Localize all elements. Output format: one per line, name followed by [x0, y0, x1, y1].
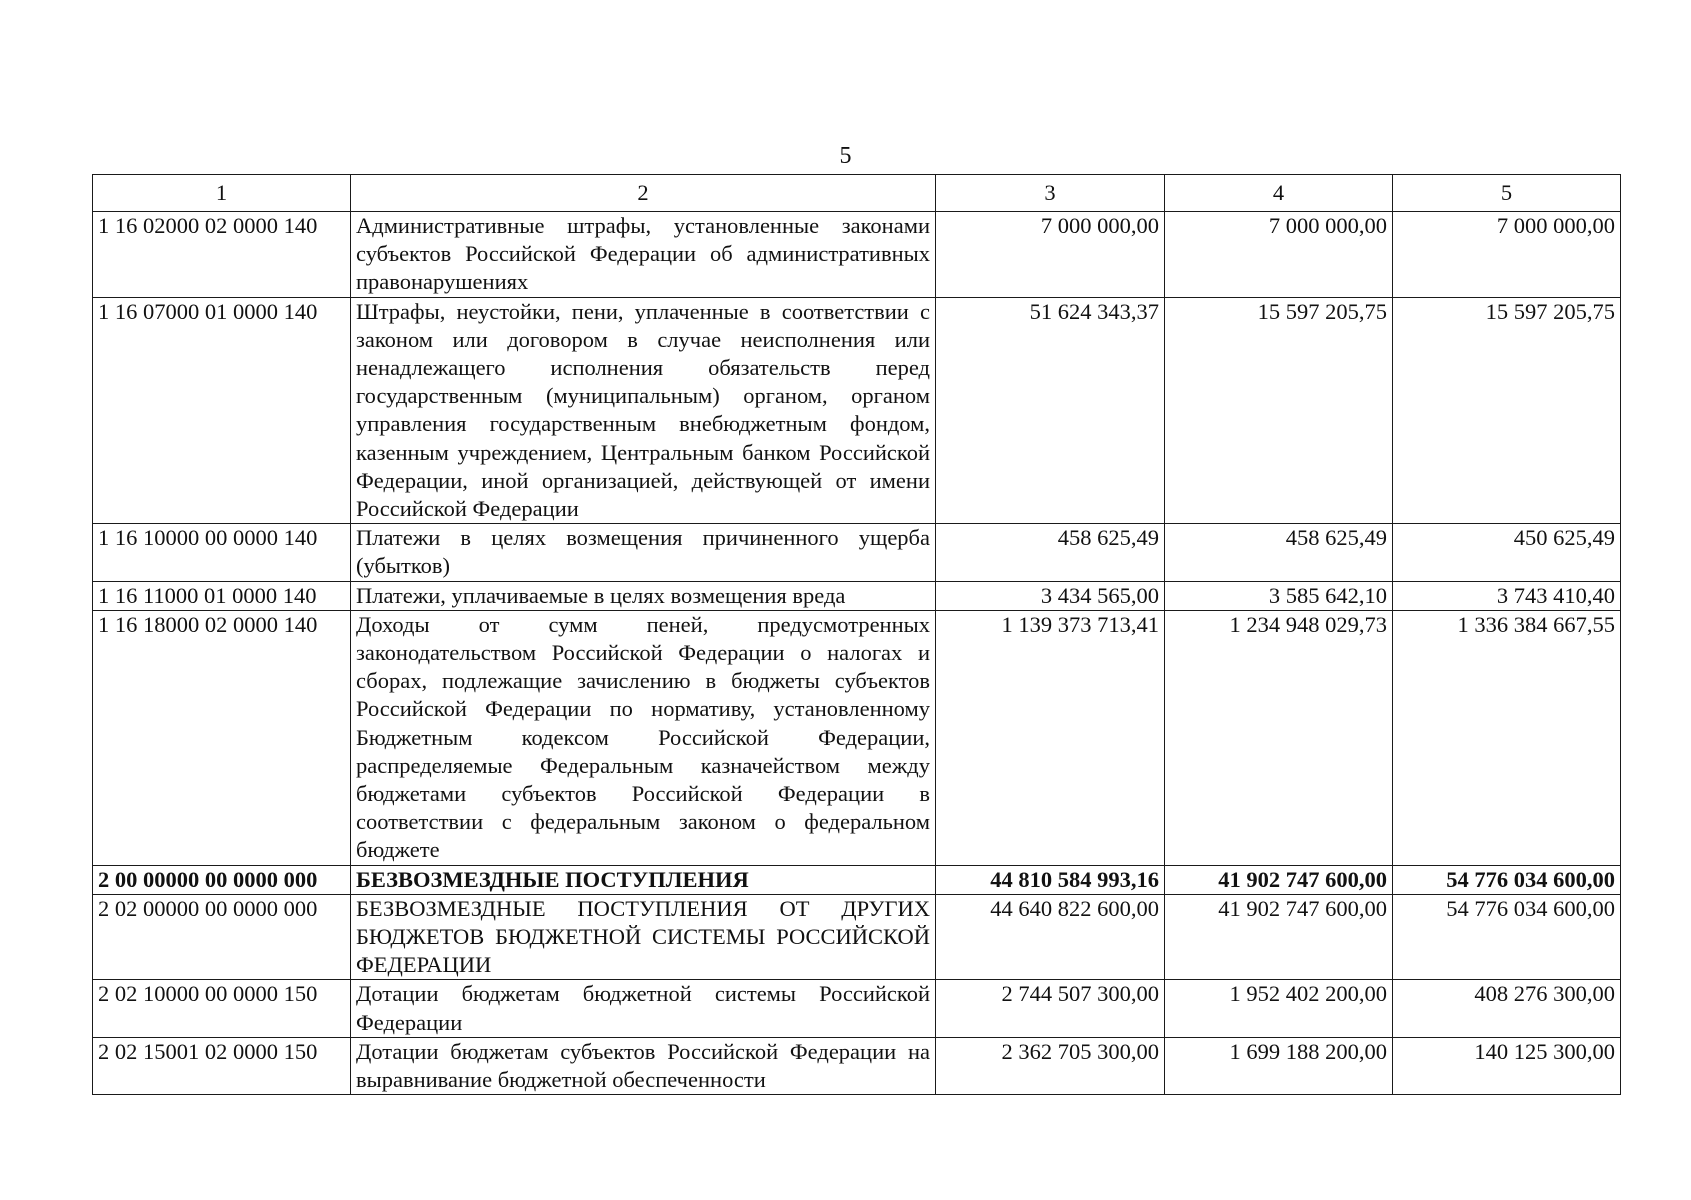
amount-col4-cell: 458 625,49 [1165, 524, 1393, 581]
column-header-5: 5 [1393, 175, 1621, 212]
table-row [93, 610, 1621, 865]
amount-col3-cell: 2 744 507 300,00 [936, 980, 1165, 1037]
amount-col3-cell: 7 000 000,00 [936, 212, 1165, 298]
amount-col5-cell: 54 776 034 600,00 [1393, 894, 1621, 980]
budget-code-cell: 1 16 10000 00 0000 140 [93, 524, 351, 581]
table-row [93, 894, 1621, 980]
table-row [93, 212, 1621, 298]
revenue-name-cell: Платежи, уплачиваемые в целях возмещения вреда [351, 581, 936, 610]
page-number: 5 [839, 143, 852, 169]
table-row [93, 581, 1621, 610]
amount-col4-cell: 1 699 188 200,00 [1165, 1037, 1393, 1094]
budget-code-cell: 2 02 15001 02 0000 150 [93, 1037, 351, 1094]
amount-col3-cell: 3 434 565,00 [936, 581, 1165, 610]
column-header-2: 2 [351, 175, 936, 212]
amount-col3-cell: 2 362 705 300,00 [936, 1037, 1165, 1094]
amount-col5-cell: 7 000 000,00 [1393, 212, 1621, 298]
amount-col3-cell: 44 810 584 993,16 [936, 865, 1165, 894]
budget-code-cell: 1 16 11000 01 0000 140 [93, 581, 351, 610]
budget-revenue-table [92, 174, 1621, 1095]
budget-code-cell: 2 00 00000 00 0000 000 [93, 865, 351, 894]
revenue-name-cell: Дотации бюджетам бюджетной системы Российской Федерации [351, 980, 936, 1037]
amount-col5-cell: 450 625,49 [1393, 524, 1621, 581]
amount-col5-cell: 408 276 300,00 [1393, 980, 1621, 1037]
revenue-name-cell: Дотации бюджетам субъектов Российской Федерации на выравнивание бюджетной обеспеченности [351, 1037, 936, 1094]
amount-col5-cell: 1 336 384 667,55 [1393, 610, 1621, 865]
amount-col5-cell: 3 743 410,40 [1393, 581, 1621, 610]
revenue-name-cell: БЕЗВОЗМЕЗДНЫЕ ПОСТУПЛЕНИЯ ОТ ДРУГИХ БЮДЖЕТОВ БЮДЖЕТНОЙ СИСТЕМЫ РОССИЙСКОЙ ФЕДЕРАЦИИ [351, 894, 936, 980]
revenue-name-cell: БЕЗВОЗМЕЗДНЫЕ ПОСТУПЛЕНИЯ [351, 865, 936, 894]
table-row [93, 1037, 1621, 1094]
revenue-name-cell: Штрафы, неустойки, пени, уплаченные в соответствии с законом или договором в случае неисполнения или ненадлежащего исполнения обязательств перед государственным (муниципальным) органом, органом управления государственным внебюджетным фондом, казенным учреждением, Центральным банком Российской Федерации, иной организацией, действующей от имени Российской Федерации [351, 297, 936, 524]
amount-col4-cell: 3 585 642,10 [1165, 581, 1393, 610]
amount-col3-cell: 51 624 343,37 [936, 297, 1165, 524]
column-header-4: 4 [1165, 175, 1393, 212]
amount-col3-cell: 458 625,49 [936, 524, 1165, 581]
revenue-name-cell: Платежи в целях возмещения причиненного ущерба (убытков) [351, 524, 936, 581]
revenue-name-cell: Административные штрафы, установленные законами субъектов Российской Федерации об административных правонарушениях [351, 212, 936, 298]
amount-col4-cell: 1 952 402 200,00 [1165, 980, 1393, 1037]
budget-code-cell: 1 16 07000 01 0000 140 [93, 297, 351, 524]
amount-col4-cell: 1 234 948 029,73 [1165, 610, 1393, 865]
budget-code-cell: 2 02 10000 00 0000 150 [93, 980, 351, 1037]
budget-code-cell: 1 16 18000 02 0000 140 [93, 610, 351, 865]
column-header-1: 1 [93, 175, 351, 212]
amount-col4-cell: 7 000 000,00 [1165, 212, 1393, 298]
table-row [93, 524, 1621, 581]
table-row [93, 297, 1621, 524]
column-number-header-row [93, 175, 1621, 212]
amount-col5-cell: 140 125 300,00 [1393, 1037, 1621, 1094]
budget-code-cell: 1 16 02000 02 0000 140 [93, 212, 351, 298]
amount-col3-cell: 1 139 373 713,41 [936, 610, 1165, 865]
column-header-3: 3 [936, 175, 1165, 212]
table-row [93, 865, 1621, 894]
amount-col5-cell: 15 597 205,75 [1393, 297, 1621, 524]
amount-col4-cell: 41 902 747 600,00 [1165, 865, 1393, 894]
amount-col5-cell: 54 776 034 600,00 [1393, 865, 1621, 894]
amount-col4-cell: 41 902 747 600,00 [1165, 894, 1393, 980]
table-row [93, 980, 1621, 1037]
amount-col3-cell: 44 640 822 600,00 [936, 894, 1165, 980]
revenue-name-cell: Доходы от сумм пеней, предусмотренных законодательством Российской Федерации о налогах и сборах, подлежащие зачислению в бюджеты субъектов Российской Федерации по нормативу, установленному Бюджетным кодексом Российской Федерации, распределяемые Федеральным казначейством между бюджетами субъектов Российской Федерации в соответствии с федеральным законом о федеральном бюджете [351, 610, 936, 865]
budget-code-cell: 2 02 00000 00 0000 000 [93, 894, 351, 980]
amount-col4-cell: 15 597 205,75 [1165, 297, 1393, 524]
